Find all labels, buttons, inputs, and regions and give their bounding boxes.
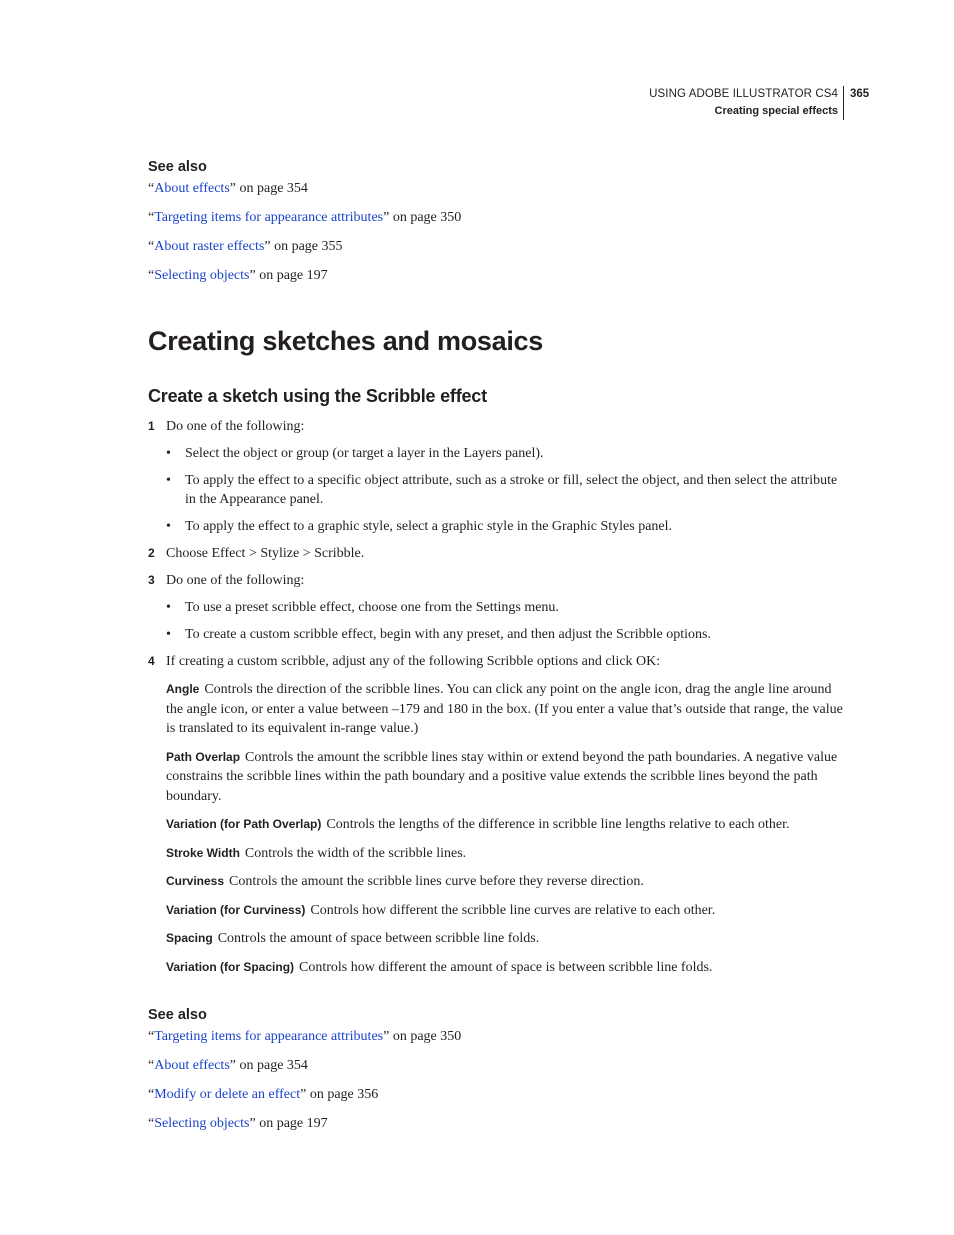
bullet-text: To apply the effect to a graphic style, select a graphic style in the Graphic Styles panel. — [185, 519, 673, 534]
page-ref: ” on page 354 — [229, 181, 308, 196]
see-also-heading: See also — [148, 1007, 207, 1023]
option-path-overlap — [166, 748, 848, 807]
step-text: Do one of the following: — [166, 573, 305, 588]
option-desc: Controls the width of the scribble lines. — [244, 845, 467, 861]
option-term: Variation (for Spacing) — [166, 959, 295, 974]
cross-ref-link[interactable]: Selecting objects — [154, 268, 250, 283]
bullet-item — [148, 625, 848, 644]
page-ref: ” on page 354 — [229, 1058, 308, 1073]
option-desc: Controls how different the amount of space is between scribble line folds. — [299, 959, 713, 975]
page-ref: ” on page 197 — [249, 1116, 328, 1131]
step-text: Choose Effect > Stylize > Scribble. — [166, 546, 365, 561]
cross-ref-link[interactable]: Targeting items for appearance attributes — [154, 1029, 384, 1044]
see-also-item — [148, 208, 848, 227]
see-also-heading: See also — [148, 159, 207, 175]
step-number: 4 — [148, 654, 155, 668]
quote-open: “ — [148, 1058, 155, 1073]
see-also-section-bottom — [148, 1003, 848, 1133]
quote-open: “ — [148, 268, 155, 283]
subsection-title: Create a sketch using the Scribble effect — [148, 386, 487, 406]
page-ref: ” on page 350 — [383, 210, 462, 225]
bullet-marker: • — [166, 446, 171, 461]
see-also-item — [148, 237, 848, 256]
cross-ref-link[interactable]: Modify or delete an effect — [154, 1087, 301, 1102]
page-ref: ” on page 197 — [249, 268, 328, 283]
cross-ref-link[interactable]: About effects — [154, 181, 230, 196]
see-also-section-top — [148, 155, 848, 285]
quote-open: “ — [148, 1087, 155, 1102]
option-desc: Controls the amount of space between scribble line folds. — [217, 931, 540, 946]
step-1-bullets — [148, 444, 848, 536]
step-3-bullets — [148, 598, 848, 644]
option-curviness — [166, 872, 848, 892]
option-desc: Controls how different the scribble line curves are relative to each other. — [310, 902, 716, 918]
step-number: 1 — [148, 419, 155, 433]
bullet-text: To apply the effect to a specific object attribute, such as a stroke or fill, select the object, and then select the attribute in the Appearance panel. — [185, 473, 838, 507]
bullet-item — [148, 471, 848, 509]
bullet-marker: • — [166, 519, 171, 534]
option-stroke-width — [166, 844, 848, 864]
step-3 — [148, 571, 848, 590]
option-term: Stroke Width — [166, 845, 240, 860]
option-desc: Controls the lengths of the difference in scribble line lengths relative to each other. — [326, 817, 790, 832]
see-also-item — [148, 1027, 848, 1046]
quote-open: “ — [148, 1029, 155, 1044]
bullet-item — [148, 598, 848, 617]
step-text: Do one of the following: — [166, 419, 305, 434]
see-also-item — [148, 1056, 848, 1075]
bullet-text: Select the object or group (or target a layer in the Layers panel). — [185, 446, 544, 461]
option-term: Curviness — [166, 874, 225, 888]
see-also-item — [148, 179, 848, 198]
see-also-item — [148, 1085, 848, 1104]
see-also-list — [148, 179, 848, 285]
quote-open: “ — [148, 210, 155, 225]
option-desc: Controls the amount the scribble lines curve before they reverse direction. — [229, 874, 644, 889]
option-variation-path-overlap — [166, 815, 848, 835]
option-spacing — [166, 929, 848, 949]
option-variation-curviness — [166, 901, 848, 921]
cross-ref-link[interactable]: About raster effects — [154, 239, 265, 254]
step-2 — [148, 544, 848, 563]
step-number: 3 — [148, 573, 155, 587]
page-ref: ” on page 355 — [264, 239, 343, 254]
bullet-text: To use a preset scribble effect, choose one from the Settings menu. — [185, 600, 559, 615]
step-number: 2 — [148, 546, 155, 560]
cross-ref-link[interactable]: Targeting items for appearance attributes — [154, 210, 384, 225]
quote-open: “ — [148, 181, 155, 196]
step-text: If creating a custom scribble, adjust any of the following Scribble options and click OK: — [166, 654, 661, 669]
quote-open: “ — [148, 239, 155, 254]
option-term: Variation (for Path Overlap) — [166, 817, 322, 831]
see-also-item — [148, 1114, 848, 1133]
bullet-item — [148, 444, 848, 463]
option-term: Angle — [166, 682, 200, 696]
option-variation-spacing — [166, 958, 848, 978]
cross-ref-link[interactable]: About effects — [154, 1058, 230, 1073]
page-number: 365 — [850, 88, 870, 100]
bullet-marker: • — [166, 627, 171, 642]
bullet-marker: • — [166, 473, 171, 488]
see-also-list — [148, 1027, 848, 1133]
option-term: Variation (for Curviness) — [166, 902, 306, 917]
see-also-item — [148, 266, 848, 285]
page-content — [148, 155, 848, 1143]
option-desc: Controls the direction of the scribble lines. You can click any point on the angle icon, drag the angle line around the angle icon, or enter a value between –179 and 180 in the box. (If you enter a value that’s outside that range, the value is translated to its equivalent in-range value.) — [166, 682, 843, 736]
step-1 — [148, 417, 848, 436]
step-4 — [148, 652, 848, 671]
option-angle — [166, 680, 848, 739]
book-title: USING ADOBE ILLUSTRATOR CS4 — [649, 88, 838, 100]
scribble-options — [148, 680, 848, 977]
cross-ref-link[interactable]: Selecting objects — [154, 1116, 250, 1131]
bullet-text: To create a custom scribble effect, begin with any preset, and then adjust the Scribble options. — [185, 627, 711, 642]
page-ref: ” on page 350 — [383, 1029, 462, 1044]
chapter-title: Creating special effects — [714, 105, 838, 117]
option-term: Spacing — [166, 931, 213, 945]
option-desc: Controls the amount the scribble lines stay within or extend beyond the path boundaries. A negative value constrains the scribble lines within the path boundary and a positive value extends the scribble lines beyond the path boundary. — [166, 749, 838, 804]
page-ref: ” on page 356 — [300, 1087, 379, 1102]
bullet-marker: • — [166, 600, 171, 615]
section-title: Creating sketches and mosaics — [148, 326, 543, 356]
running-header — [649, 86, 844, 120]
option-term: Path Overlap — [166, 749, 241, 764]
quote-open: “ — [148, 1116, 155, 1131]
bullet-item — [148, 517, 848, 536]
